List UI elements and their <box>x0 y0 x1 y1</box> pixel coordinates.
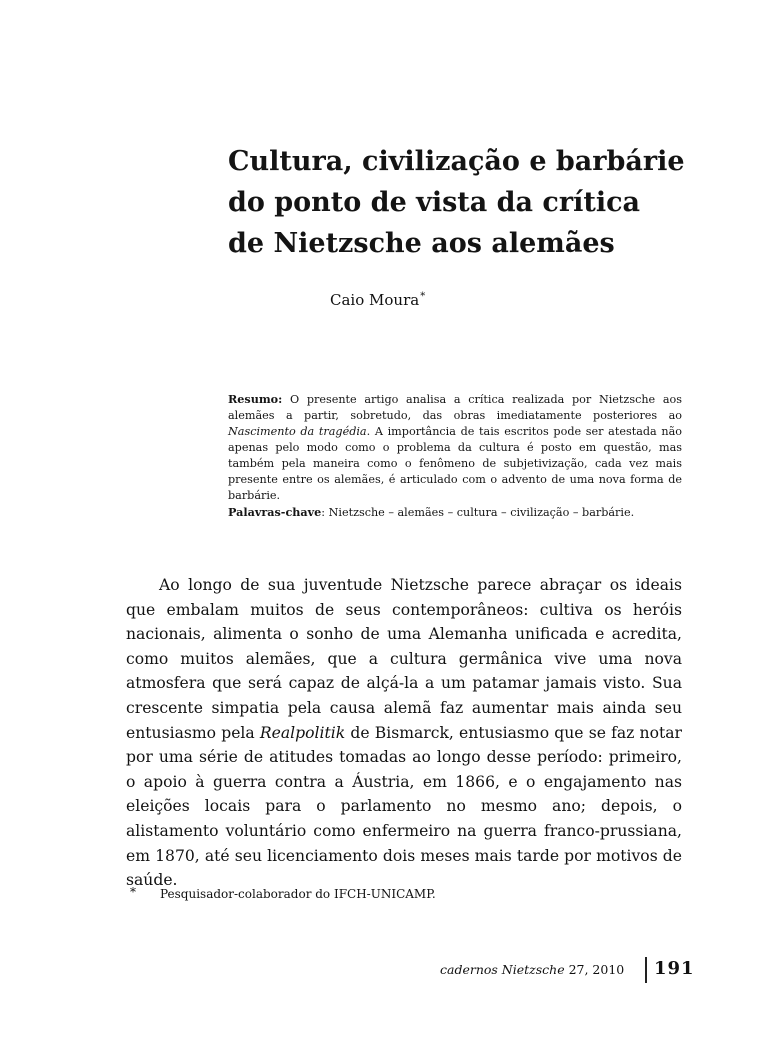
abstract-paragraph <box>228 391 682 504</box>
footnote-text: Pesquisador-colaborador do IFCH-UNICAMP. <box>160 887 436 901</box>
abstract-text-1: O presente artigo analisa a crítica realizada por Nietzsche aos alemães a partir, sobretudo, das obras imediatamente posteriores ao <box>228 393 682 422</box>
body-italic-term: Realpolitik <box>259 723 346 742</box>
journal-citation <box>440 962 624 977</box>
journal-name: cadernos Nietzsche <box>440 962 565 977</box>
abstract <box>228 391 682 521</box>
body-text-2: de Bismarck, entusiasmo que se faz notar por uma série de atitudes tomadas ao longo desse período: primeiro, o apoio à guerra contra a Áustria, em 1866, e o engajamento nas eleições locais para o parlamento no mesmo ano; depois, o alistamento voluntário como enfermeiro na guerra franco-prussiana, em 1870, até seu licenciamento dois meses mais tarde por motivos de saúde. <box>126 723 683 890</box>
title-line-2: do ponto de vista da crítica <box>228 187 641 218</box>
author-footnote-marker: * <box>420 291 426 302</box>
abstract-text-2: . A importância de tais escritos pode ser atestada não apenas pelo modo como o problema da cultura é posto em questão, mas também pela maneira como o fenômeno de subjetivização, cada vez mais presente entre os alemães, é articulado com o advento de uma nova forma de barbárie. <box>228 425 682 502</box>
article-title <box>228 141 698 264</box>
title-line-3: de Nietzsche aos alemães <box>228 228 615 259</box>
keywords-paragraph <box>228 504 682 521</box>
body-paragraph <box>126 573 682 893</box>
journal-issue: 27, 2010 <box>564 962 625 977</box>
body-text <box>126 573 682 893</box>
page-number: 191 <box>654 958 695 979</box>
title-line-1: Cultura, civilização e barbárie <box>228 146 685 177</box>
abstract-label: Resumo: <box>228 392 283 406</box>
body-text-1: Ao longo de sua juventude Nietzsche parece abraçar os ideais que embalam muitos de seus contemporâneos: cultiva os heróis nacionais, alimenta o sonho de uma Alemanha unificada e acredita, como muitos alemães, que a cultura germânica vive uma nova atmosfera que será capaz de alçá-la a um patamar jamais visto. Sua crescente simpatia pela causa alemã faz aumentar mais ainda seu entusiasmo pela <box>126 576 682 742</box>
abstract-italic-title: Nascimento da tragédia <box>228 425 367 438</box>
footer-divider <box>645 957 647 983</box>
keywords-text: : Nietzsche – alemães – cultura – civilização – barbárie. <box>321 506 635 519</box>
footnote-marker: * <box>130 885 136 899</box>
author <box>330 287 425 310</box>
keywords-label: Palavras-chave <box>228 505 322 519</box>
running-footer <box>440 955 695 985</box>
author-name: Caio Moura <box>330 291 420 309</box>
